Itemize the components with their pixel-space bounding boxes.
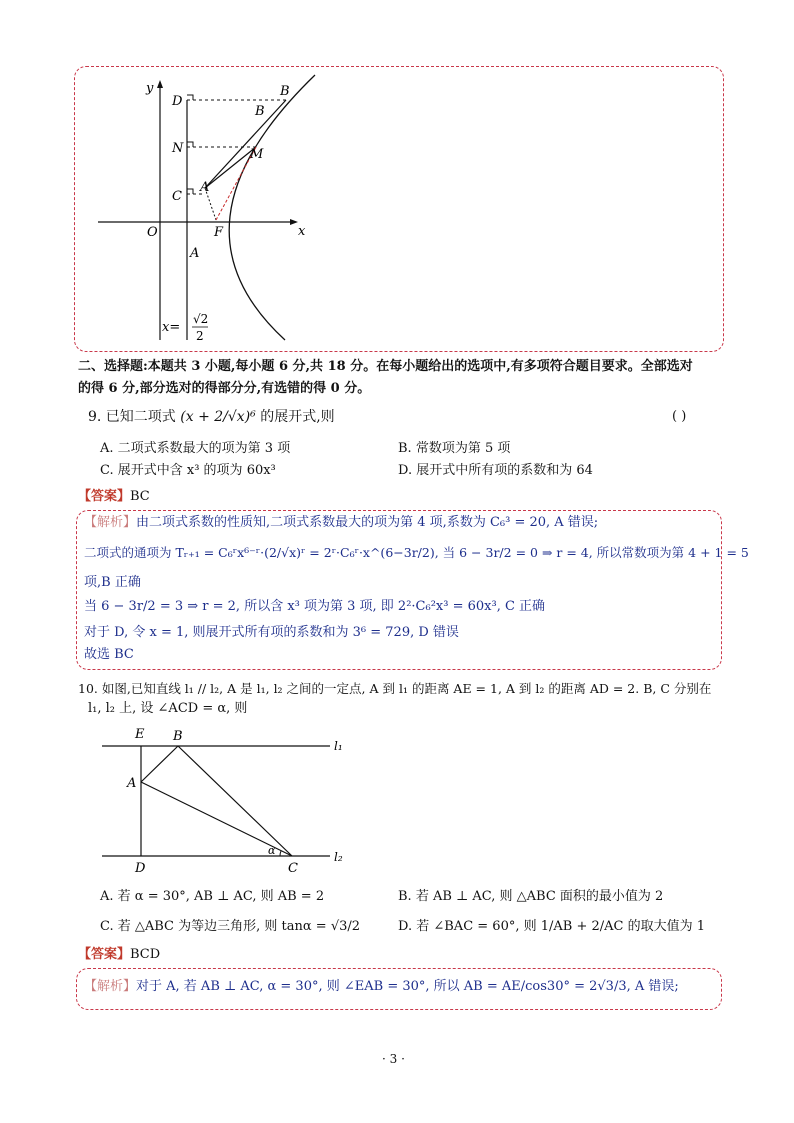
q10-option-b: B. 若 AB ⊥ AC, 则 △ABC 面积的最小值为 2	[398, 889, 664, 904]
chord-AB	[205, 100, 286, 188]
label-B: B	[173, 729, 183, 744]
y-axis-arrow	[157, 80, 163, 88]
q9-stem-expr: (x + 2/√x)⁶	[180, 409, 256, 425]
q9-analysis-2: 二项式的通项为 Tᵣ₊₁ = C₆ʳx⁶⁻ʳ·(2/√x)ʳ = 2ʳ·C₆ʳ·x^(6−3r/2), 当 6 − 3r/2 = 0 ⇒ r = 4, 所以常数项为第 4 + 1 = 5	[84, 545, 749, 560]
q10-analysis-text-1: 对于 A, 若 AB ⊥ AC, α = 30°, 则 ∠EAB = 30°, 所以 AB = AE/cos30° = 2√3/3, A 错误;	[136, 979, 679, 994]
q10-option-d: D. 若 ∠BAC = 60°, 则 1/AB + 2/AC 的取大值为 1	[398, 919, 706, 934]
label-l1: l₁	[334, 739, 343, 753]
q10-answer-value: BCD	[130, 947, 161, 962]
parabola-figure	[90, 70, 350, 350]
label-O: O	[147, 225, 158, 240]
section2-heading-cont: 的得 6 分,部分选对的得部分分,有选错的得 0 分。	[78, 381, 371, 396]
q9-stem-pre: 9. 已知二项式	[88, 409, 176, 425]
section2-heading: 二、选择题:本题共 3 小题,每小题 6 分,共 18 分。在每小题给出的选项中,有多项符合题目要求。全部选对	[78, 359, 693, 374]
angle-alpha-arc	[280, 851, 281, 856]
q9-stem	[88, 408, 335, 426]
label-A-vertex: A	[190, 246, 200, 261]
label-M: M	[250, 147, 264, 162]
q9-stem-post: 的展开式,则	[260, 409, 335, 425]
label-x: x	[298, 224, 306, 239]
label-D: D	[135, 861, 146, 874]
q10-analysis-tag: 【解析】	[84, 979, 137, 994]
q9-option-b: B. 常数项为第 5 项	[398, 441, 511, 456]
q10-option-c: C. 若 △ABC 为等边三角形, 则 tanα = √3/2	[100, 919, 361, 934]
page-number: · 3 ·	[382, 1052, 405, 1066]
q9-analysis-6: 故选 BC	[84, 647, 134, 662]
label-N: N	[172, 141, 184, 156]
label-B: B	[280, 84, 290, 99]
q9-analysis-4: 当 6 − 3r/2 = 3 ⇒ r = 2, 所以含 x³ 项为第 3 项, 即 2²·C₆²x³ = 60x³, C 正确	[84, 599, 546, 614]
q9-analysis-1	[84, 514, 598, 532]
label-B2: B	[255, 104, 265, 119]
x-axis-arrow	[290, 219, 298, 225]
label-directrix: x=	[162, 320, 181, 335]
q9-option-c: C. 展开式中含 x³ 的项为 60x³	[100, 463, 276, 478]
q9-answer-value: BC	[130, 489, 150, 504]
parallel-lines-figure	[100, 724, 370, 874]
label-alpha: α	[268, 844, 276, 857]
q9-analysis-tag: 【解析】	[84, 515, 137, 530]
label-C: C	[288, 861, 298, 874]
right-angle-N	[187, 142, 193, 147]
q9-answer-tag: 【答案】	[78, 489, 131, 504]
q9-analysis-5: 对于 D, 令 x = 1, 则展开式所有项的系数和为 3⁶ = 729, D 错误	[84, 625, 459, 640]
q9-bracket: ( )	[672, 409, 687, 424]
q9-option-d: D. 展开式中所有项的系数和为 64	[398, 463, 593, 478]
label-E: E	[135, 727, 145, 742]
q10-stem-2: l₁, l₂ 上, 设 ∠ACD = α, 则	[88, 701, 248, 716]
q9-analysis-text-1: 由二项式系数的性质知,二项式系数最大的项为第 4 项,系数为 C₆³ = 20, A 错误;	[136, 515, 599, 530]
q9-analysis-3: 项,B 正确	[84, 575, 141, 590]
q9-analysis-frame	[76, 510, 722, 670]
q10-option-a: A. 若 α = 30°, AB ⊥ AC, 则 AB = 2	[100, 889, 325, 904]
label-l2: l₂	[334, 850, 343, 864]
q10-answer	[78, 946, 160, 964]
q9-answer	[78, 488, 150, 506]
chord-AM	[205, 147, 256, 188]
label-den: 2	[196, 329, 204, 343]
label-A: A	[127, 776, 137, 791]
label-D: D	[172, 94, 183, 109]
label-C: C	[172, 189, 182, 204]
q10-stem-1: 10. 如图,已知直线 l₁ // l₂, A 是 l₁, l₂ 之间的一定点, A 到 l₁ 的距离 AE = 1, A 到 l₂ 的距离 AD = 2. B, C 分别在	[78, 681, 712, 696]
right-angle-D	[187, 95, 193, 100]
segment-AB	[141, 746, 178, 782]
label-A: A	[200, 180, 210, 195]
label-sqrt2: √2	[193, 312, 209, 326]
label-F: F	[214, 225, 224, 240]
q9-option-a: A. 二项式系数最大的项为第 3 项	[100, 441, 291, 456]
segment-BC	[178, 746, 292, 856]
label-y: y	[146, 81, 154, 96]
q10-analysis-1	[84, 978, 679, 996]
right-angle-C	[187, 189, 193, 194]
q10-answer-tag: 【答案】	[78, 947, 131, 962]
